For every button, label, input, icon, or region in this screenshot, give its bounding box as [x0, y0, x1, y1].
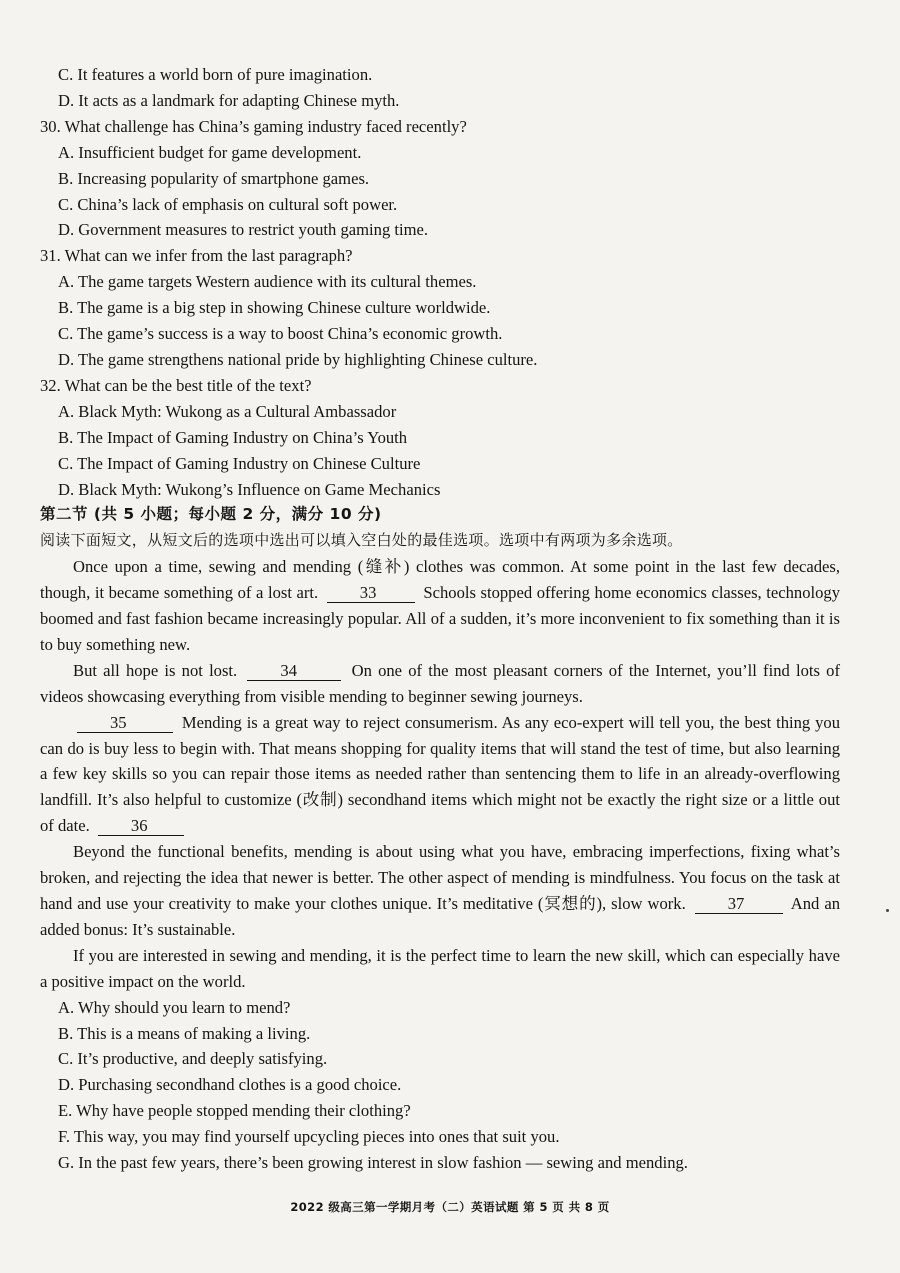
p4-text-b: And an added bonus: It’s sustainable.	[40, 894, 840, 939]
q32-option-a: A. Black Myth: Wukong as a Cultural Ambassador	[58, 401, 397, 421]
q30-option-a: A. Insufficient budget for game development.	[58, 142, 362, 162]
passage-paragraph-1	[40, 554, 840, 658]
q32-option-d: D. Black Myth: Wukong’s Influence on Game Mechanics	[58, 479, 441, 499]
q31-option-b: B. The game is a big step in showing Chinese culture worldwide.	[58, 298, 491, 318]
passage-paragraph-5: If you are interested in sewing and mending, it is the perfect time to learn the new skill, which can especially have a positive impact on the world.	[40, 945, 840, 991]
q29-option-d: D. It acts as a landmark for adapting Chinese myth.	[58, 90, 400, 110]
blank-36: 36	[98, 817, 184, 836]
page-footer: 2022 级高三第一学期月考（二）英语试题 第 5 页 共 8 页	[290, 1200, 610, 1214]
section-heading: 第二节 (共 5 小题；每小题 2 分，满分 10 分)	[40, 505, 382, 524]
q31-stem: 31. What can we infer from the last paragraph?	[40, 246, 353, 266]
p1-text-a: Once upon a time, sewing and mending (缝补) clothes was common. At some point in the last few decades, though, it became something of a lost art.	[40, 557, 840, 603]
passage-paragraph-2	[40, 658, 840, 710]
page-content	[40, 62, 840, 1176]
scan-dot	[886, 909, 889, 912]
p1-text-b: Schools stopped offering home economics classes, technology boomed and fast fashion became increasingly popular. All of a sudden, it’s more inconvenient to fix something than it is to buy something new.	[40, 583, 840, 654]
choice-d: D. Purchasing secondhand clothes is a good choice.	[58, 1075, 402, 1095]
p3-text: Mending is a great way to reject consumerism. As any eco-expert will tell you, the best thing you can do is buy less to begin with. That means shopping for quality items that will stand the test of time, but also learning a few key skills so you can repair those items as needed rather than sentencing them to life in an already-overflowing landfill. It’s also helpful to customize (改制) secondhand items which might not be exactly the right size or a little out of date.	[40, 712, 840, 836]
p2-text-b: On one of the most pleasant corners of the Internet, you’ll find lots of videos showcasing everything from visible mending to beginner sewing journeys.	[40, 660, 840, 706]
choice-f: F. This way, you may find yourself upcycling pieces into ones that suit you.	[58, 1127, 560, 1147]
passage-paragraph-3	[40, 710, 840, 840]
q32-option-b: B. The Impact of Gaming Industry on China’s Youth	[58, 427, 408, 447]
choice-c: C. It’s productive, and deeply satisfying.	[58, 1049, 328, 1069]
q31-option-c: C. The game’s success is a way to boost China’s economic growth.	[58, 324, 503, 344]
q30-stem: 30. What challenge has China’s gaming industry faced recently?	[40, 116, 467, 136]
choice-e: E. Why have people stopped mending their clothing?	[58, 1101, 411, 1121]
passage	[40, 554, 840, 994]
p4-text-a: Beyond the functional benefits, mending is about using what you have, embracing imperfections, fixing what’s broken, and rejecting the idea that newer is better. The other aspect of mending is mindfulness. You focus on the task at hand and use your creativity to make your clothes unique. It’s meditative (冥想的), slow work.	[40, 842, 840, 913]
q31-option-d: D. The game strengthens national pride by highlighting Chinese culture.	[58, 349, 538, 369]
blank-34: 34	[247, 662, 341, 681]
q31-option-a: A. The game targets Western audience with its cultural themes.	[58, 272, 477, 292]
blank-35: 35	[77, 714, 173, 733]
blank-37: 37	[695, 895, 783, 914]
blank-33: 33	[327, 584, 415, 603]
q32-stem: 32. What can be the best title of the text?	[40, 375, 312, 395]
section-instruction: 阅读下面短文，从短文后的选项中选出可以填入空白处的最佳选项。选项中有两项为多余选项。	[40, 531, 683, 550]
q30-option-b: B. Increasing popularity of smartphone games.	[58, 168, 370, 188]
q32-option-c: C. The Impact of Gaming Industry on Chinese Culture	[58, 453, 421, 473]
choice-b: B. This is a means of making a living.	[58, 1023, 311, 1043]
choice-a: A. Why should you learn to mend?	[58, 997, 291, 1017]
q30-option-c: C. China’s lack of emphasis on cultural soft power.	[58, 194, 398, 214]
p2-text-a: But all hope is not lost.	[73, 660, 238, 680]
choice-g: G. In the past few years, there’s been growing interest in slow fashion — sewing and mending.	[58, 1153, 688, 1173]
passage-paragraph-4	[40, 839, 840, 943]
q30-option-d: D. Government measures to restrict youth gaming time.	[58, 220, 429, 240]
q29-option-c: C. It features a world born of pure imagination.	[58, 65, 373, 84]
